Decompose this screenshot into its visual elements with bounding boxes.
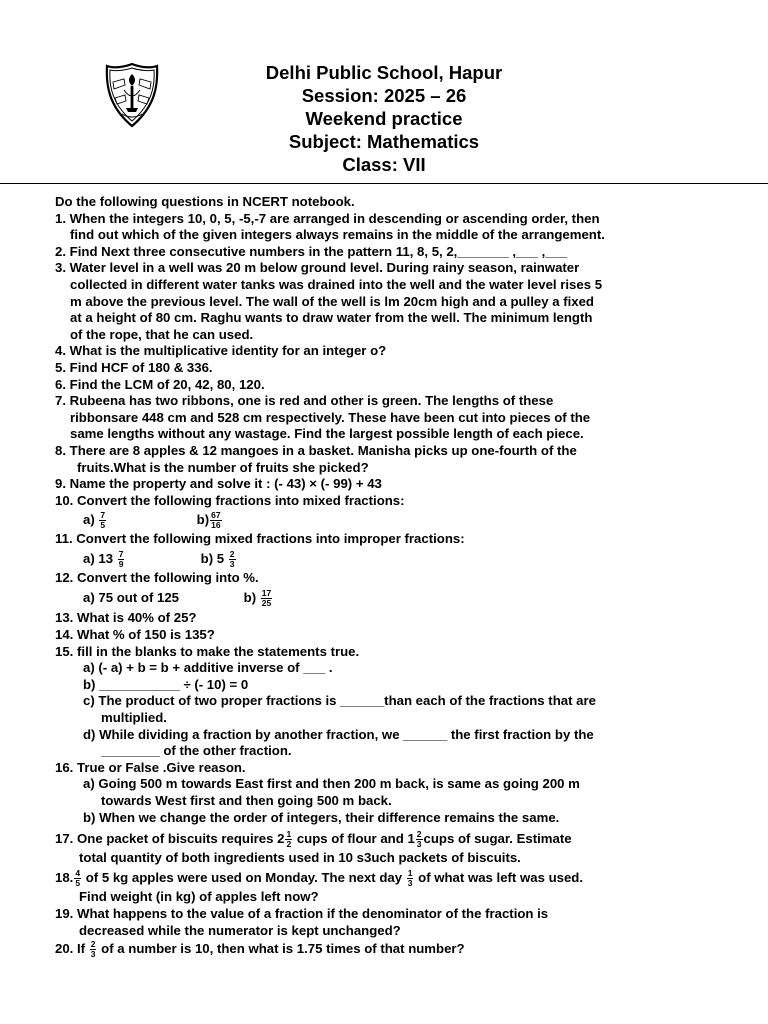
school-name: Delhi Public School, Hapur: [265, 62, 503, 83]
denominator: 9: [118, 558, 124, 569]
fraction: [118, 550, 125, 569]
question-9: [55, 476, 755, 493]
question-19: [55, 906, 755, 939]
q-number: 8.: [55, 442, 66, 458]
q-number: 20.: [55, 941, 74, 957]
numerator: 2: [229, 548, 235, 559]
question-17: [55, 830, 755, 867]
q-text: What % of 150 is 135?: [77, 627, 215, 643]
q-text: What is the multiplicative identity for an integer o?: [69, 343, 387, 359]
question-2: [55, 244, 755, 261]
q-number: 1.: [55, 210, 66, 226]
q-text: of what was left was used.: [414, 870, 584, 886]
numerator: 1: [286, 829, 292, 840]
q-number: 2.: [55, 243, 66, 259]
numerator: 7: [118, 548, 124, 559]
q-text: Water level in a well was 20 m below ground level. During rainy season, rainwater: [69, 260, 580, 276]
fraction: [416, 830, 423, 849]
question-13: [55, 610, 755, 627]
numerator: 1: [407, 868, 413, 879]
q-text-cont: towards West first and then going 500 m back.: [101, 793, 392, 808]
header-titles: [200, 61, 568, 176]
q-text: fill in the blanks to make the statements true.: [77, 643, 360, 659]
q-text: Name the property and solve it : (- 43) × (- 99) + 43: [69, 476, 382, 492]
denominator: 5: [75, 878, 81, 889]
q-text-cont: ribbonsare 448 cm and 528 cm respectively. These have been cut into pieces of the: [70, 409, 591, 425]
question-4: [55, 343, 755, 360]
q-text-cont: total quantity of both ingredients used in 10 s3uch packets of biscuits.: [79, 850, 521, 866]
question-14: [55, 627, 755, 644]
q-text-cont: at a height of 80 cm. Raghu wants to draw water from the well. The minimum length: [70, 310, 593, 326]
denominator: 5: [100, 520, 106, 531]
question-6: [55, 377, 755, 394]
question-12: [55, 570, 755, 587]
option-b: [201, 548, 237, 570]
practice-label: Weekend practice: [305, 108, 463, 129]
q-text-cont: find out which of the given integers always remains in the middle of the arrangement.: [70, 227, 605, 243]
q-text: Find Next three consecutive numbers in the pattern 11, 8, 5, 2,_______ ,___ ,___: [69, 243, 568, 259]
q-number: 5.: [55, 359, 66, 375]
q-text: Convert the following mixed fractions into improper fractions:: [76, 531, 465, 547]
fraction: [74, 869, 81, 888]
subject-label: Subject: Mathematics: [288, 131, 480, 152]
denominator: 2: [286, 839, 292, 850]
q-number: 6.: [55, 376, 66, 392]
q-text: c) The product of two proper fractions is ______than each of the fractions that are: [83, 693, 596, 709]
q-number: 11.: [55, 531, 73, 547]
q-number: 13.: [55, 610, 74, 626]
q-text-cont: decreased while the numerator is kept unchanged?: [79, 922, 401, 938]
question-1: [55, 211, 755, 244]
q-number: 18.: [55, 870, 74, 886]
q-text: of 5 kg apples were used on Monday. The next day: [82, 870, 406, 886]
denominator: 3: [90, 949, 96, 960]
fraction: [285, 830, 292, 849]
question-5: [55, 360, 755, 377]
denominator: 16: [211, 520, 221, 531]
q-text-cont: collected in different water tanks was drained into the well and the water level rises 5: [70, 276, 603, 292]
numerator: 7: [100, 510, 106, 521]
q-text: Find HCF of 180 & 336.: [69, 359, 213, 375]
denominator: 3: [407, 878, 413, 889]
denominator: 25: [261, 598, 272, 609]
q-text: of a number is 10, then what is 1.75 times of that number?: [97, 941, 465, 957]
numerator: 2: [90, 939, 96, 950]
q-text-cont: m above the previous level. The wall of the well is lm 20cm high and a pulley a fixed: [70, 293, 594, 309]
fraction: [99, 511, 106, 530]
option-a: [83, 509, 193, 531]
q-text-cont: multiplied.: [101, 710, 167, 726]
numerator: 67: [211, 510, 221, 521]
question-list: [55, 194, 755, 959]
fraction: [210, 511, 221, 530]
q-text: What happens to the value of a fraction if the denominator of the fraction is: [77, 906, 549, 922]
q-text: When the integers 10, 0, 5, -5,-7 are arranged in descending or ascending order, then: [69, 210, 600, 226]
q-text: What is 40% of 25?: [77, 610, 197, 626]
class-label: Class: VII: [342, 154, 426, 175]
q-text-cont: fruits.What is the number of fruits she picked?: [77, 459, 369, 475]
question-15-d: [55, 727, 755, 760]
q-number: 4.: [55, 343, 66, 359]
q-number: 17.: [55, 831, 74, 847]
numerator: 17: [261, 588, 272, 599]
session-label: Session: 2025 – 26: [301, 85, 467, 106]
option-label: b): [196, 512, 210, 528]
question-20: [55, 939, 755, 959]
q-number: 12.: [55, 569, 74, 585]
q-text: If: [77, 941, 89, 957]
q-text-cont: Find weight (in kg) of apples left now?: [79, 889, 319, 905]
question-10-options: [55, 509, 755, 531]
q-text: a) Going 500 m towards East first and then 200 m back, is same as going 200 m: [83, 776, 580, 792]
option-label: b): [243, 590, 257, 606]
q-text: cups of flour and 1: [293, 831, 415, 847]
question-7: [55, 393, 755, 443]
q-number: 15.: [55, 643, 74, 659]
question-15: [55, 644, 755, 661]
q-text: One packet of biscuits requires 2: [77, 831, 285, 847]
q-text: Convert the following fractions into mixed fractions:: [77, 492, 405, 508]
q-text-cont: ________ of the other fraction.: [101, 743, 292, 759]
option-label: a) 13: [83, 550, 114, 566]
fraction: [90, 940, 97, 959]
q-number: 16.: [55, 759, 74, 775]
q-text: cups of sugar. Estimate: [423, 831, 572, 847]
numerator: 2: [416, 829, 422, 840]
q-text-cont: of the rope, that he can used.: [70, 326, 254, 342]
instruction: Do the following questions in NCERT notebook.: [55, 194, 355, 209]
header-divider: [0, 183, 768, 184]
q-number: 14.: [55, 627, 74, 643]
question-3: [55, 260, 755, 343]
question-11-options: [55, 548, 755, 570]
question-15-b: b) ___________ ÷ (- 10) = 0: [83, 676, 249, 692]
question-15-a: a) (- a) + b = b + additive inverse of ___ .: [83, 660, 333, 676]
q-text: Rubeena has two ribbons, one is red and other is green. The lengths of these: [69, 393, 554, 409]
denominator: 3: [416, 839, 422, 850]
q-number: 10.: [55, 492, 74, 508]
option-b: [244, 586, 274, 610]
q-number: 9.: [55, 476, 66, 492]
denominator: 3: [229, 558, 235, 569]
q-text: Convert the following into %.: [77, 569, 259, 585]
school-crest-icon: [104, 62, 160, 128]
q-number: 7.: [55, 393, 66, 409]
option-label: b) 5: [200, 550, 225, 566]
option-a: a) 75 out of 125: [83, 590, 180, 606]
question-10: [55, 493, 755, 510]
question-16-b: b) When we change the order of integers, their difference remains the same.: [83, 809, 560, 825]
question-18: [55, 869, 755, 906]
question-16: [55, 760, 755, 777]
q-text: True or False .Give reason.: [77, 759, 246, 775]
fraction: [407, 869, 414, 888]
q-text-cont: same lengths without any wastage. Find the largest possible length of each piece.: [70, 426, 584, 442]
q-number: 3.: [55, 260, 66, 276]
fraction: [229, 550, 236, 569]
option-a: [83, 548, 197, 570]
fraction: [261, 589, 272, 608]
question-15-c: [55, 693, 755, 726]
question-11: [55, 531, 755, 548]
q-text: Find the LCM of 20, 42, 80, 120.: [69, 376, 265, 392]
question-8: [55, 443, 755, 476]
question-12-options: [55, 586, 755, 610]
option-label: a): [83, 512, 95, 528]
document-header: [0, 0, 768, 184]
q-number: 19.: [55, 906, 74, 922]
q-text: d) While dividing a fraction by another fraction, we ______ the first fraction by the: [83, 726, 594, 742]
question-16-a: [55, 776, 755, 809]
q-text: There are 8 apples & 12 mangoes in a basket. Manisha picks up one-fourth of the: [69, 442, 577, 458]
option-b: [197, 509, 223, 531]
numerator: 4: [75, 868, 81, 879]
